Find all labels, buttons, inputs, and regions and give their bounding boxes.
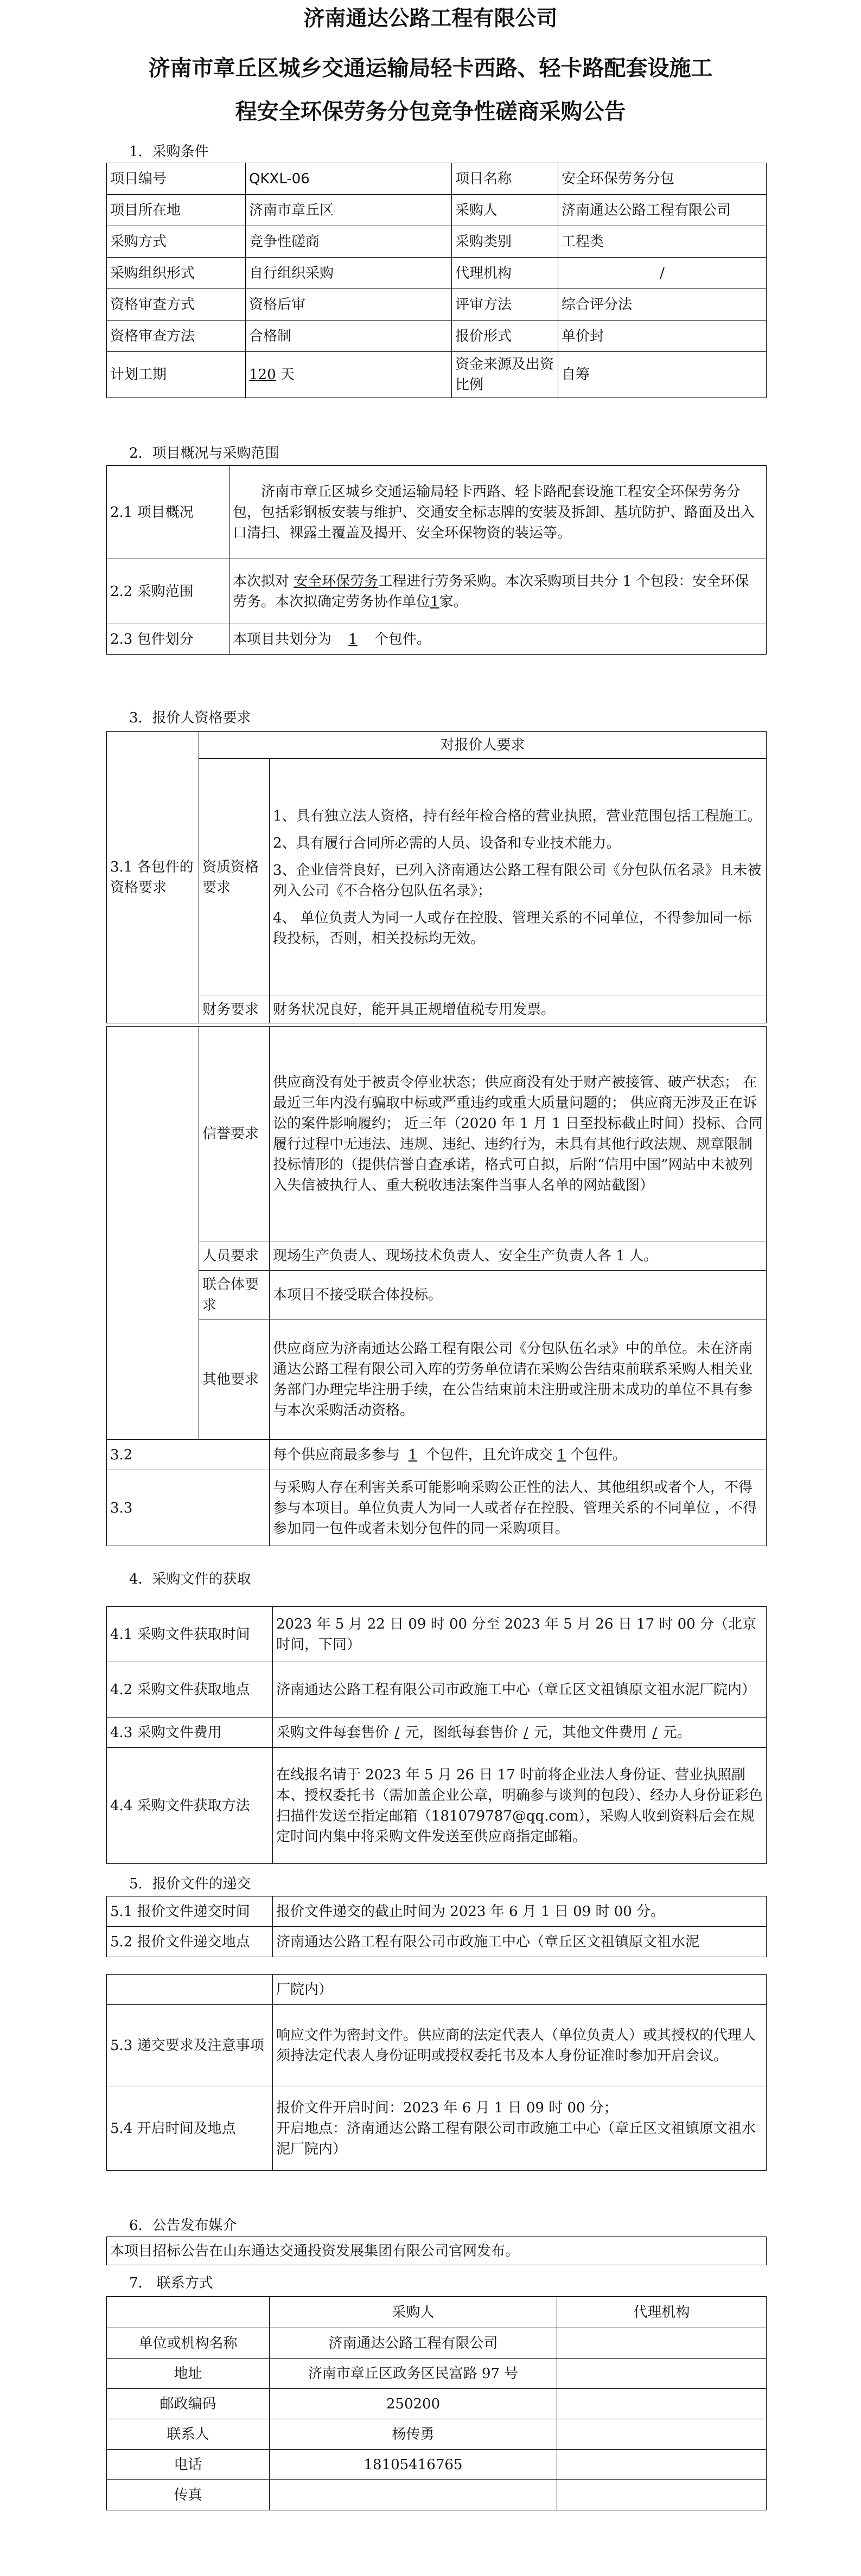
text-span: 元。 — [662, 1724, 691, 1741]
cell-label: 2.3 包件划分 — [107, 624, 229, 655]
cell-label: 项目所在地 — [107, 195, 246, 226]
scope-name: 安全环保劳务 — [294, 573, 379, 589]
header-cell: 代理机构 — [557, 2297, 767, 2328]
fee-value: / — [394, 1724, 400, 1741]
section-1-heading: 1．采购条件 — [129, 144, 209, 160]
acquire-place-text: 济南通达公路工程有限公司市政施工中心（章丘区文祖镇原文祖水泥厂院内） — [273, 1662, 767, 1718]
list-item: 4、 单位负责人为同一人或存在控股、管理关系的不同单位，不得参加同一标段投标，否则，相关投标均无效。 — [273, 909, 752, 947]
cell-label: 5.3 递交要求及注意事项 — [107, 2005, 273, 2086]
cell-value: 安全环保劳务分包 — [558, 163, 767, 195]
company-name: 济南通达公路工程有限公司 — [303, 7, 558, 31]
duration-value: 120 — [249, 367, 276, 383]
cell-value — [557, 2328, 767, 2359]
procurement-conditions-table — [106, 163, 767, 398]
cell-value — [557, 2389, 767, 2419]
text-span: 采购文件每套售价 — [276, 1724, 390, 1741]
table-row — [107, 1027, 767, 1241]
cell-value: 综合评分法 — [558, 289, 767, 321]
list-item: 2、具有履行合同所必需的人员、设备和专业技术能力。 — [273, 835, 621, 851]
table-row — [107, 1718, 767, 1748]
cell-label: 计划工期 — [107, 352, 246, 398]
award-package-count: 1 — [557, 1446, 566, 1463]
table-row — [107, 2237, 767, 2265]
table-row — [107, 466, 767, 559]
cell-value: 杨传勇 — [270, 2419, 557, 2450]
table-row — [107, 1748, 767, 1864]
table-row — [107, 1975, 767, 2005]
package-text — [229, 624, 767, 655]
table-row — [107, 1470, 767, 1546]
cell-label: 5.2 报价文件递交地点 — [107, 1927, 273, 1957]
cell-label: 其他要求 — [199, 1319, 270, 1440]
blank-cell — [107, 1975, 273, 2005]
cell-label: 2.1 项目概况 — [107, 466, 229, 559]
cell-value — [246, 352, 452, 398]
submit-place-text-b: 厂院内） — [273, 1975, 767, 2005]
duration-unit: 天 — [280, 367, 295, 383]
cell-value: 济南市章丘区政务区民富路 97 号 — [270, 2359, 557, 2389]
text-span: 家。 — [439, 593, 468, 610]
table-row — [107, 2389, 767, 2419]
table-row — [107, 2086, 767, 2171]
acquire-method-text: 在线报名请于 2023 年 5 月 26 日 17 时前将企业法人身份证、营业执照副本、授权委托书（需加盖企业公章，明确参与谈判的包段）、经办人身份证彩色扫描件发送至指定邮箱（181079787@qq.com），采购人收到资料后会在规定时间内集中将采购文件发送至供应商指定邮箱。 — [273, 1748, 767, 1864]
cell-value: 18105416765 — [270, 2450, 557, 2480]
text-span: 个包件，且允许成交 — [425, 1446, 553, 1463]
table-row — [107, 321, 767, 352]
text-span: 个包件。 — [570, 1446, 627, 1463]
joint-text: 本项目不接受联合体投标。 — [270, 1271, 767, 1319]
table-row — [107, 2005, 767, 2086]
text-span: 每个供应商最多参与 — [273, 1446, 400, 1463]
other-text: 供应商应为济南通达公路工程有限公司《分包队伍名录》中的单位。未在济南通达公路工程有限公司入库的劳务单位请在采购公告结束前联系采购人相关业务部门办理完毕注册手续，在公告结束前未注册或注册未成功的单位不具有参与本次采购活动资格。 — [270, 1319, 767, 1440]
cell-value — [557, 2359, 767, 2389]
blank-cell — [107, 1027, 199, 1440]
qualification-table-2 — [106, 1026, 767, 1546]
table-row — [107, 1440, 767, 1470]
cell-value: 自行组织采购 — [246, 258, 452, 289]
cell-label: 项目编号 — [107, 163, 246, 195]
table-row — [107, 559, 767, 624]
cell-label: 邮政编码 — [107, 2389, 270, 2419]
cell-label: 评审方法 — [452, 289, 558, 321]
table-row — [107, 1241, 767, 1271]
credit-text: 供应商没有处于被责令停业状态；供应商没有处于财产被接管、破产状态； 在最近三年内没有骗取中标或严重违约或重大质量问题的； 供应商无涉及正在诉讼的案件影响履约； 近三年（2020 年 1 月 1 日至投标截止时间）投标、合同履行过程中无违法、违规、违纪、违约行为，未具有其他行政法规、规章限制投标情形的（提供信誉自查承诺，格式可自拟，后附“信用中国”网站中未被列入失信被执行人、重大税收违法案件当事人名单的网站截图） — [270, 1027, 767, 1241]
cell-label: 4.3 采购文件费用 — [107, 1718, 273, 1748]
cell-value: 竞争性磋商 — [246, 226, 452, 258]
cell-value: 250200 — [270, 2389, 557, 2419]
notice-title — [0, 47, 861, 133]
cell-label: 资格审查方式 — [107, 289, 246, 321]
table-row — [107, 732, 767, 759]
opening-text — [273, 2086, 767, 2171]
table-row — [107, 2328, 767, 2359]
title-line-1: 济南市章丘区城乡交通运输局轻卡西路、轻卡路配套设施工 — [148, 56, 713, 81]
section-2-heading: 2．项目概况与采购范围 — [129, 445, 279, 462]
submit-requirement-text: 响应文件为密封文件。供应商的法定代表人（单位负责人）或其授权的代理人须持法定代表人身份证明或授权委托书及本人身份证准时参加开启会议。 — [273, 2005, 767, 2086]
cell-label: 5.1 报价文件递交时间 — [107, 1896, 273, 1927]
table-row — [107, 1607, 767, 1662]
cell-label: 财务要求 — [199, 996, 270, 1023]
table-row — [107, 1896, 767, 1927]
section-7-heading: 7． 联系方式 — [129, 2275, 213, 2291]
finance-text: 财务状况良好，能开具正规增值税专用发票。 — [270, 996, 767, 1023]
submission-table-2 — [106, 1974, 767, 2171]
package-count: 1 — [348, 631, 358, 648]
text-span: 元，图纸每套售价 — [405, 1724, 518, 1741]
table-row — [107, 2450, 767, 2480]
cell-label: 4.1 采购文件获取时间 — [107, 1607, 273, 1662]
cell-label: 4.2 采购文件获取地点 — [107, 1662, 273, 1718]
cell-label: 资质资格要求 — [199, 759, 270, 996]
table-row — [107, 195, 767, 226]
scope-text — [229, 559, 767, 624]
blank-cell — [107, 2297, 270, 2328]
section-6-heading: 6．公告发布媒介 — [129, 2218, 237, 2234]
cell-label: 人员要求 — [199, 1241, 270, 1271]
text-span: 本次拟对 — [233, 573, 290, 589]
submission-table-1 — [106, 1896, 767, 1957]
cell-value — [557, 2419, 767, 2450]
cell-value — [270, 2480, 557, 2510]
fee-text — [273, 1718, 767, 1748]
cell-value: 济南通达公路工程有限公司 — [270, 2328, 557, 2359]
opening-place: 开启地点：济南通达公路工程有限公司市政施工中心（章丘区文祖镇原文祖水泥厂院内） — [276, 2120, 756, 2157]
cell-label: 2.2 采购范围 — [107, 559, 229, 624]
table-row — [107, 226, 767, 258]
cell-value: 资格后审 — [246, 289, 452, 321]
cell-label: 4.4 采购文件获取方法 — [107, 1748, 273, 1864]
cell-value: 单价封 — [558, 321, 767, 352]
header-cell: 对报价人要求 — [199, 732, 767, 759]
cell-label: 地址 — [107, 2359, 270, 2389]
table-row — [107, 2419, 767, 2450]
table-row — [107, 2297, 767, 2328]
rule-3-2-text — [270, 1440, 767, 1470]
text-span: 本项目共划分为 — [233, 631, 332, 648]
list-item: 1、具有独立法人资格，持有经年检合格的营业执照，营业范围包括工程施工。 — [273, 808, 762, 824]
cell-value — [557, 2450, 767, 2480]
acquire-time-text: 2023 年 5 月 22 日 09 时 00 分至 2023 年 5 月 26 日 17 时 00 分（北京时间，下同） — [273, 1607, 767, 1662]
fee-value: / — [523, 1724, 528, 1741]
project-overview-table — [106, 465, 767, 655]
media-table — [106, 2237, 767, 2265]
fee-value: / — [652, 1724, 658, 1741]
table-row — [107, 1271, 767, 1319]
cell-label: 采购方式 — [107, 226, 246, 258]
table-row — [107, 624, 767, 655]
table-row — [107, 2359, 767, 2389]
title-line-2: 程安全环保劳务分包竞争性磋商采购公告 — [235, 99, 626, 124]
cell-label: 采购组织形式 — [107, 258, 246, 289]
table-row — [107, 759, 767, 996]
qualification-items — [270, 759, 767, 996]
cell-label: 3.3 — [107, 1470, 270, 1546]
table-row — [107, 258, 767, 289]
cell-value: 自筹 — [558, 352, 767, 398]
cell-value: 济南通达公路工程有限公司 — [558, 195, 767, 226]
cell-label: 采购人 — [452, 195, 558, 226]
cell-label: 联系人 — [107, 2419, 270, 2450]
table-row — [107, 996, 767, 1023]
cell-label: 传真 — [107, 2480, 270, 2510]
text-span: 元，其他文件费用 — [534, 1724, 647, 1741]
overview-text: 济南市章丘区城乡交通运输局轻卡西路、轻卡路配套设施工程安全环保劳务分包，包括彩钢板安装与维护、交通安全标志牌的安装及拆卸、基坑防护、路面及出入口清扫、裸露土覆盖及揭开、安全环保物资的装运等。 — [229, 466, 767, 559]
text-span: 工程进行劳务采购。本次采购项目共分 1 个包段：安全环保劳务。本次拟确定劳务协作单位 — [233, 573, 749, 610]
max-package-count: 1 — [408, 1446, 418, 1463]
qualification-table-1 — [106, 731, 767, 1023]
table-row — [107, 352, 767, 398]
table-row — [107, 163, 767, 195]
submit-time-text: 报价文件递交的截止时间为 2023 年 6 月 1 日 09 时 00 分。 — [273, 1896, 767, 1927]
table-row — [107, 2480, 767, 2510]
table-row — [107, 1662, 767, 1718]
cell-value: 合格制 — [246, 321, 452, 352]
cell-label: 电话 — [107, 2450, 270, 2480]
media-text: 本项目招标公告在山东通达交通投资发展集团有限公司官网发布。 — [107, 2237, 767, 2265]
table-row — [107, 289, 767, 321]
opening-time: 报价文件开启时间：2023 年 6 月 1 日 09 时 00 分； — [276, 2099, 618, 2116]
table-row — [107, 1319, 767, 1440]
cell-label: 3.2 — [107, 1440, 270, 1470]
contact-table — [106, 2296, 767, 2510]
text-span: 个包件。 — [374, 631, 431, 648]
section-3-heading: 3．报价人资格要求 — [129, 710, 251, 726]
cell-label: 信誉要求 — [199, 1027, 270, 1241]
cell-value: 工程类 — [558, 226, 767, 258]
rule-3-3-text: 与采购人存在利害关系可能影响采购公正性的法人、其他组织或者个人，不得参与本项目。单位负责人为同一人或者存在控股、管理关系的不同单位 ，不得参加同一包件或者未划分包件的同一采购项目。 — [270, 1470, 767, 1546]
cell-label: 3.1 各包件的资格要求 — [110, 858, 194, 896]
cell-label: 资金来源及出资比例 — [452, 352, 558, 398]
table-row — [107, 1927, 767, 1957]
cell-label: 采购类别 — [452, 226, 558, 258]
section-4-heading: 4．采购文件的获取 — [129, 1571, 251, 1587]
cell-value: QKXL-06 — [246, 163, 452, 195]
cell-value — [557, 2480, 767, 2510]
cell-value: / — [558, 258, 767, 289]
cell-label: 代理机构 — [452, 258, 558, 289]
unit-count: 1 — [430, 593, 439, 610]
cell-label: 资格审查方法 — [107, 321, 246, 352]
header-cell: 采购人 — [270, 2297, 557, 2328]
cell-label: 5.4 开启时间及地点 — [107, 2086, 273, 2171]
cell-label: 单位或机构名称 — [107, 2328, 270, 2359]
submit-place-text-a: 济南通达公路工程有限公司市政施工中心（章丘区文祖镇原文祖水泥 — [273, 1927, 767, 1957]
blank-cell — [107, 732, 199, 1023]
cell-value: 济南市章丘区 — [246, 195, 452, 226]
section-5-heading: 5．报价文件的递交 — [129, 1876, 251, 1892]
staff-text: 现场生产负责人、现场技术负责人、安全生产负责人各 1 人。 — [270, 1241, 767, 1271]
document-acquisition-table — [106, 1606, 767, 1864]
cell-label: 报价形式 — [452, 321, 558, 352]
cell-label: 项目名称 — [452, 163, 558, 195]
cell-label: 联合体要求 — [199, 1271, 270, 1319]
list-item: 3、企业信誉良好，已列入济南通达公路工程有限公司《分包队伍名录》且未被列入公司《不合格分包队伍名录》； — [273, 862, 762, 899]
